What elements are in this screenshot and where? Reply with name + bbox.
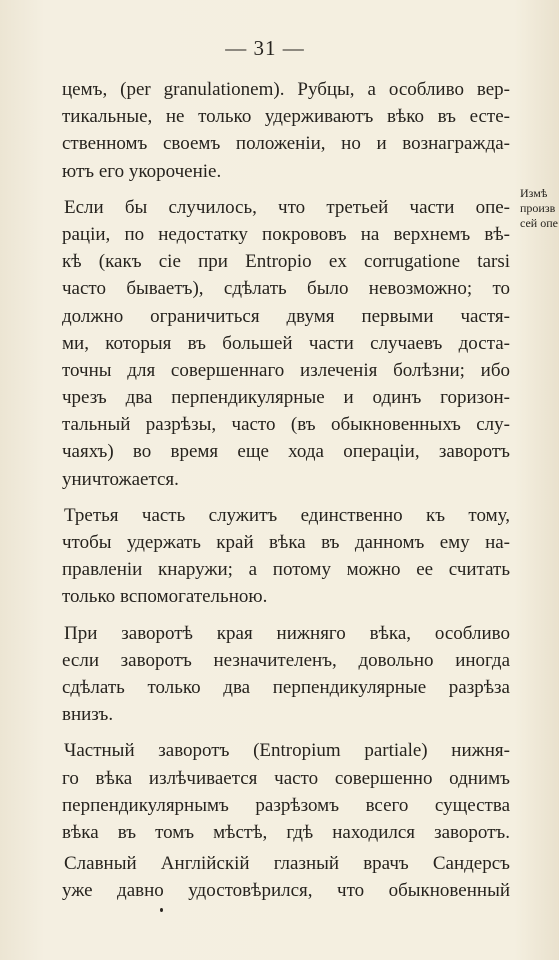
text-line: уничтожается. bbox=[62, 468, 179, 490]
margin-note-line: произв bbox=[520, 201, 556, 215]
text-line: Частный заворотъ (Entropium partiale) нижня- bbox=[64, 740, 510, 762]
paragraph-6 bbox=[62, 850, 510, 904]
body-text bbox=[62, 76, 510, 904]
text-line: точны для совершеннаго излеченiя болѣзни; ибо bbox=[62, 359, 510, 381]
paragraph-5 bbox=[62, 737, 510, 846]
text-line: ютъ его укороченiе. bbox=[62, 160, 222, 182]
text-line: если заворотъ незначителенъ, довольно иногда bbox=[62, 649, 510, 671]
text-line: чтобы удержать край вѣка въ данномъ ему на- bbox=[62, 532, 510, 553]
text-line: внизъ. bbox=[62, 704, 114, 726]
text-line: кѣ (какъ сiе при Entropio ex corrugatione tarsi bbox=[62, 251, 510, 273]
text-line: перпендикулярнымъ разрѣзомъ всего существа bbox=[62, 794, 510, 816]
text-line: го вѣка излѣчивается часто совершенно однимъ bbox=[62, 767, 510, 789]
text-line: тальный разрѣзы, часто (въ обыкновенныхъ слу- bbox=[62, 414, 510, 436]
text-line: ми, которыя въ большей части случаевъ доста- bbox=[62, 332, 510, 354]
text-line: уже давно удостовѣрился, что обыкновенный bbox=[62, 880, 510, 902]
text-line: При заворотѣ края нижняго вѣка, особливо bbox=[64, 622, 510, 644]
text-line: цемъ, (per granulationem). Рубцы, а особливо вер- bbox=[62, 79, 510, 100]
ink-speck bbox=[160, 908, 163, 912]
text-line: Если бы случилось, что третьей части опе- bbox=[64, 196, 510, 218]
page-number: — 31 — bbox=[225, 36, 305, 60]
text-line: рацiи, по недостатку покрововъ на верхнемъ вѣ- bbox=[62, 223, 510, 245]
text-line: чаяхъ) во время еще хода операцiи, заворотъ bbox=[62, 441, 510, 463]
paragraph-3 bbox=[62, 502, 510, 611]
text-line: должно ограничиться двумя первыми частя- bbox=[62, 305, 510, 327]
paragraph-1 bbox=[62, 76, 510, 185]
margin-note-line: Измѣ bbox=[520, 186, 548, 200]
text-line: часто бываетъ), сдѣлать было невозможно; то bbox=[62, 278, 510, 300]
margin-note bbox=[520, 186, 559, 231]
paragraph-4 bbox=[62, 620, 510, 729]
text-line: Славный Англiйскiй глазный врачъ Сандерсъ bbox=[64, 853, 510, 875]
text-line: сдѣлать только два перпендикулярные разрѣза bbox=[62, 676, 510, 698]
margin-note-line: сей опе bbox=[520, 216, 558, 230]
text-line: чрезъ два перпендикулярные и одинъ горизон- bbox=[62, 387, 510, 409]
text-line: Третья часть служитъ единственно къ тому, bbox=[64, 504, 510, 526]
text-line: вѣка въ томъ мѣстѣ, гдѣ находился заворотъ. bbox=[62, 821, 510, 843]
text-line: ственномъ своемъ положенiи, но и вознагражда- bbox=[62, 133, 510, 155]
text-line: только вспомогательною. bbox=[62, 586, 268, 608]
paragraph-2 bbox=[62, 194, 510, 493]
text-line: тикальные, не только удерживаютъ вѣко въ есте- bbox=[62, 106, 510, 128]
text-line: правленiи кнаружи; а потому можно ее считать bbox=[62, 559, 510, 581]
